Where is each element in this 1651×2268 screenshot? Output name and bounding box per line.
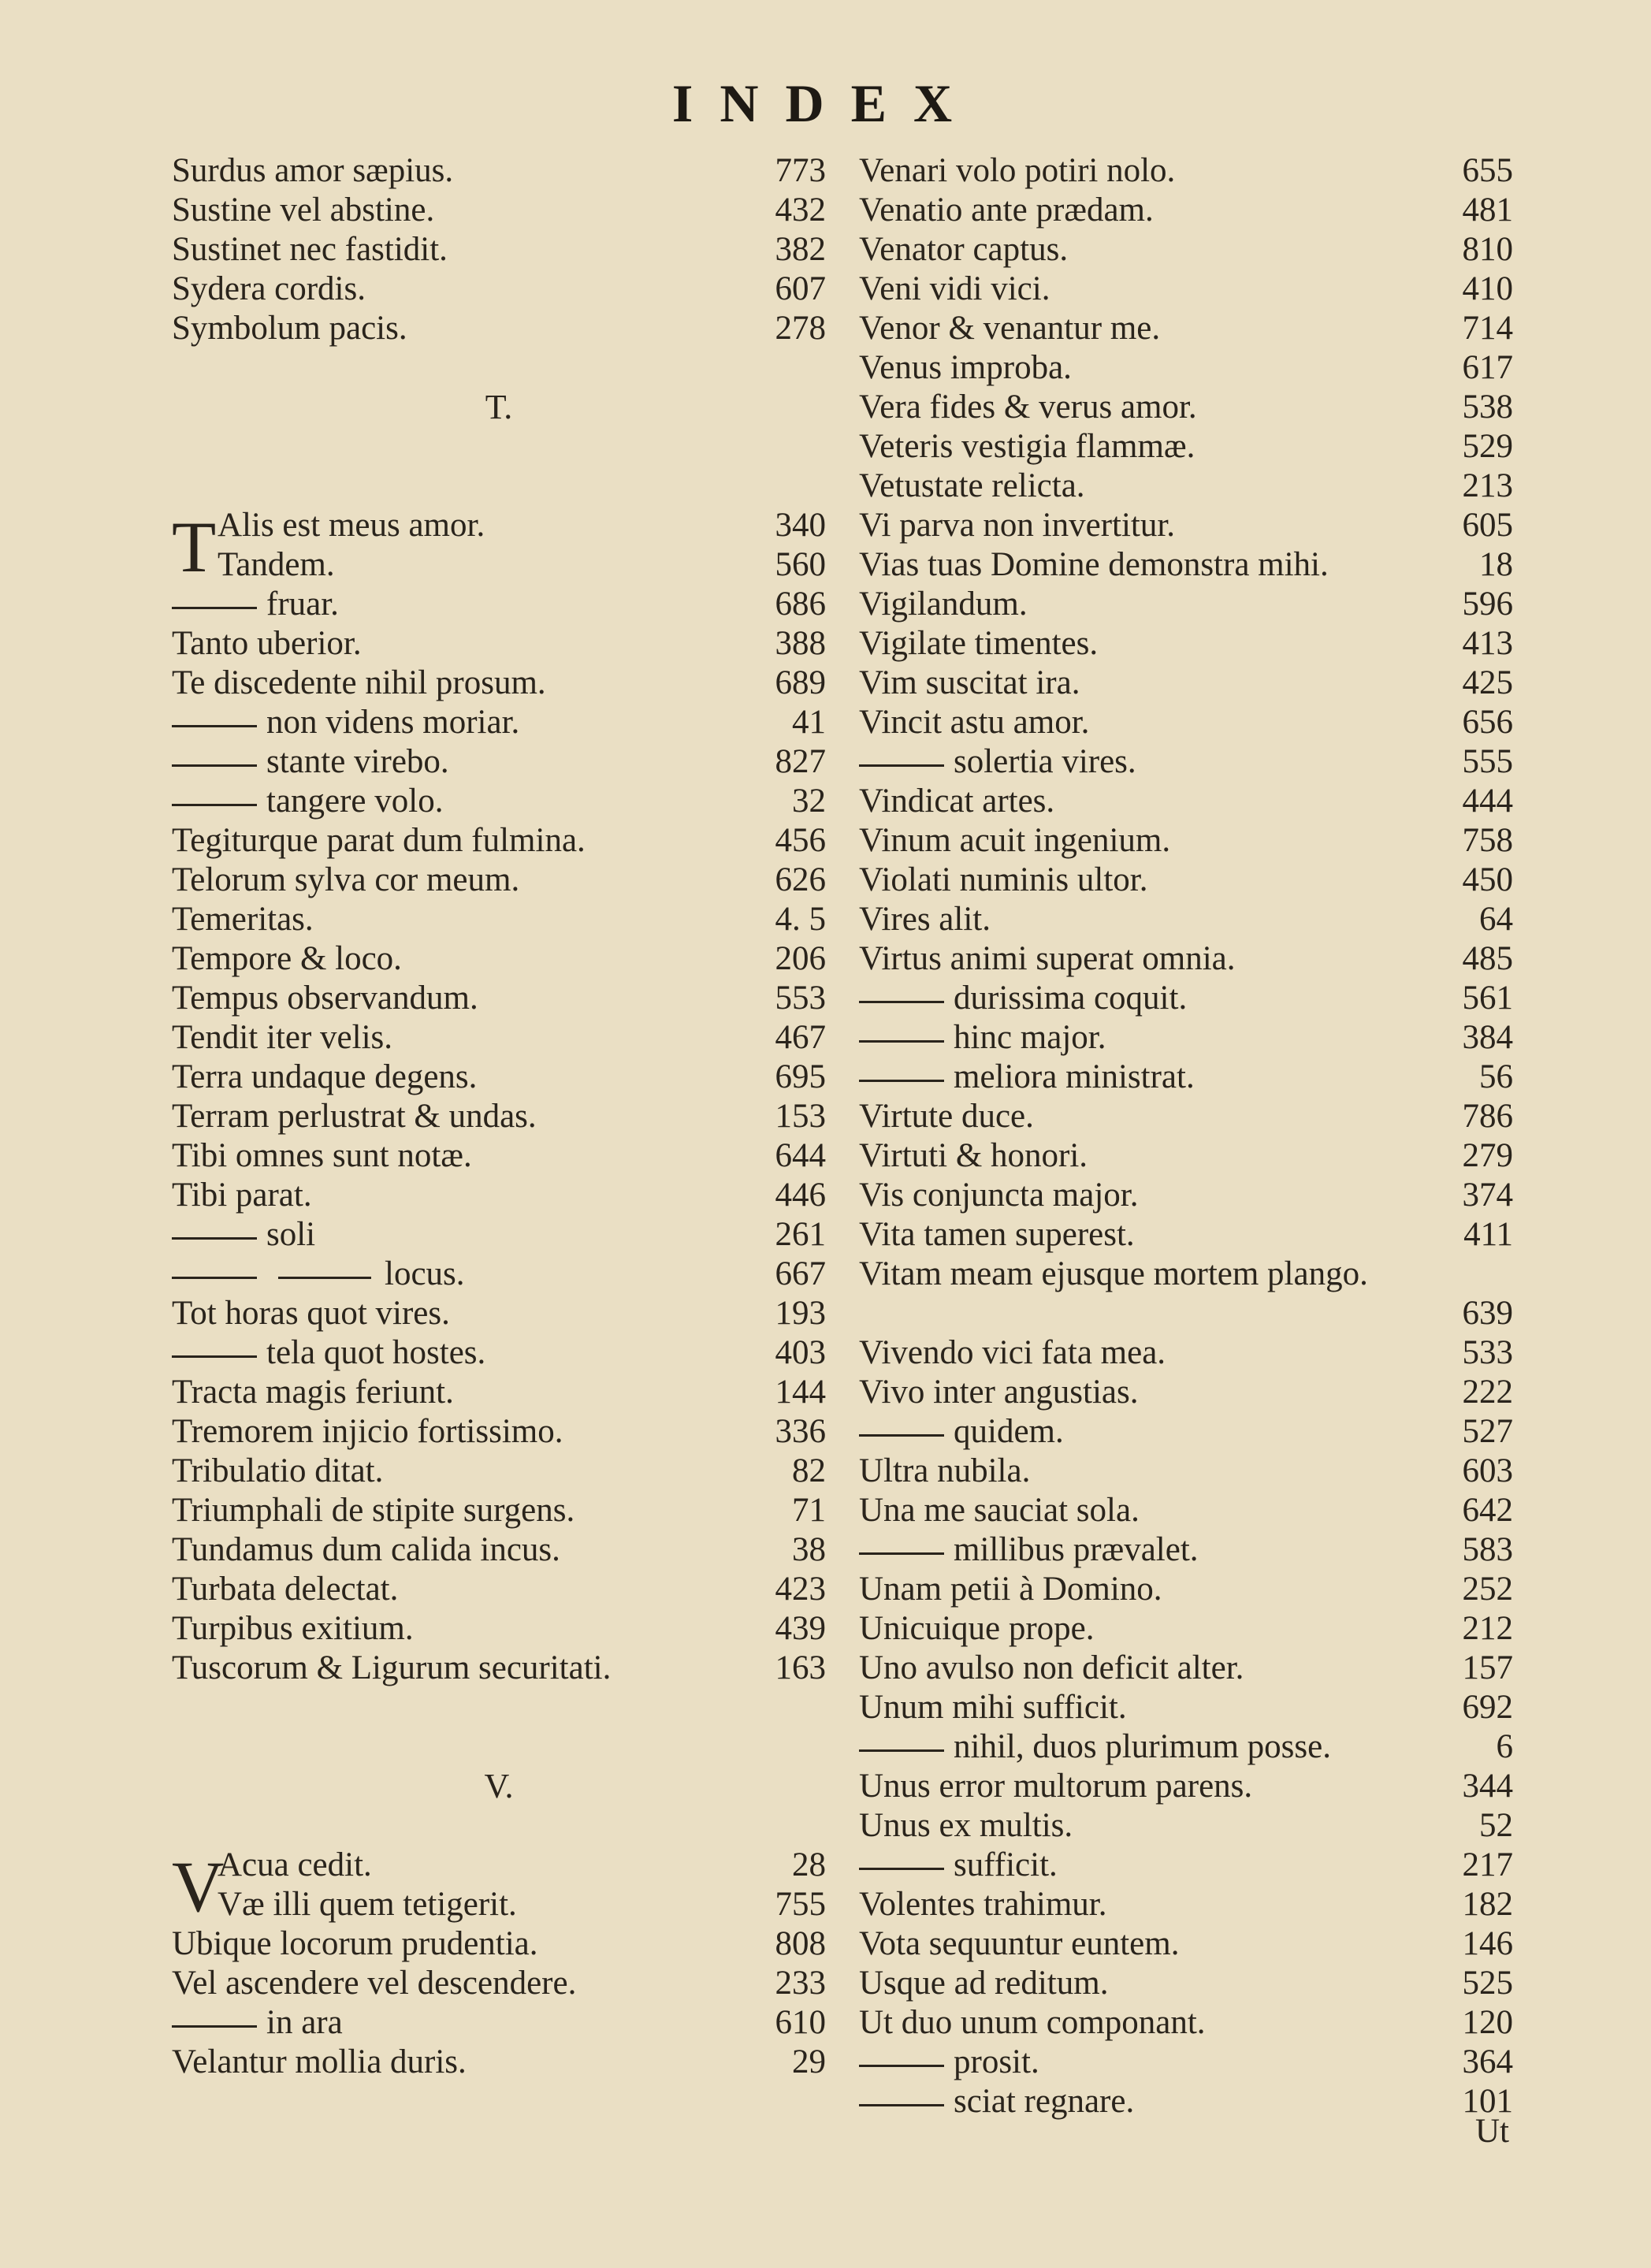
index-entry [859,742,1513,782]
index-entry [172,545,826,585]
entry-page-number: 213 [1462,467,1513,504]
index-entry [859,861,1513,900]
index-entry [859,821,1513,861]
entry-text: Vinum acuit ingenium. [859,822,1171,859]
section-heading-v: V. [484,1767,514,1805]
entry-page-number: 120 [1462,2004,1513,2041]
entry-page-number: 340 [775,507,826,544]
entry-page-number: 64 [1479,901,1513,938]
entry-text: soli [266,1216,316,1253]
entry-page-number: 626 [775,861,826,898]
entry-page-number: 206 [775,940,826,977]
entry-text: Tempore & loco. [172,940,402,977]
entry-page-number: 423 [775,1571,826,1608]
entry-page-number: 222 [1462,1374,1513,1411]
entry-text: Turbata delectat. [172,1571,399,1608]
index-entry [859,1097,1513,1136]
entry-text: Tundamus dum calida incus. [172,1531,560,1568]
entry-text: Symbolum pacis. [172,310,407,347]
index-entry [859,1058,1513,1097]
entry-page-number: 583 [1462,1531,1513,1568]
entry-page-number: 605 [1462,507,1513,544]
entry-text: Tandem. [218,546,335,583]
entry-text: Tibi parat. [172,1177,312,1214]
entry-text: Sustine vel abstine. [172,191,435,229]
right-column [859,151,1513,2121]
index-entry [859,979,1513,1018]
entry-text: solertia vires. [954,743,1136,780]
entry-page-number: 411 [1463,1216,1513,1253]
index-entry [172,821,826,861]
entry-page-number: 233 [775,1965,826,2002]
index-entry [859,1570,1513,1609]
entry-page-number: 4. 5 [775,901,826,938]
entry-page-number: 655 [1462,152,1513,189]
entry-text: Vivendo vici fata mea. [859,1334,1166,1371]
index-entry [172,1570,826,1609]
entry-text: Tegiturque parat dum fulmina. [172,822,586,859]
entry-text: Vim suscitat ira. [859,664,1080,701]
entry-page-number: 786 [1462,1098,1513,1135]
entry-page-number: 758 [1462,822,1513,859]
entry-text: Vis conjuncta major. [859,1177,1139,1214]
entry-page-number: 388 [775,625,826,662]
entry-text: Venator captus. [859,231,1069,268]
entry-text: Unum mihi sufficit. [859,1689,1127,1726]
index-entry [859,545,1513,585]
index-entry [172,1255,826,1294]
entry-text: Terram perlustrat & undas. [172,1098,537,1135]
index-entry [859,585,1513,624]
entry-page-number: 485 [1462,940,1513,977]
index-entry [172,703,826,742]
entry-page-number: 153 [775,1098,826,1135]
index-entry [859,1176,1513,1215]
index-entry [172,191,826,230]
entry-page-number: 561 [1462,980,1513,1017]
entry-text: Uno avulso non deficit alter. [859,1649,1244,1686]
entry-page-number: 827 [775,743,826,780]
entry-page-number: 252 [1462,1571,1513,1608]
section-heading-t: T. [485,388,513,426]
entry-page-number: 212 [1462,1610,1513,1647]
entry-page-number: 82 [792,1452,826,1489]
entry-text: Vias tuas Domine demonstra mihi. [859,546,1329,583]
index-entry [859,624,1513,664]
entry-page-number: 656 [1462,704,1513,741]
entry-text: Virtus animi superat omnia. [859,940,1236,977]
index-entry [172,1136,826,1176]
entry-page-number: 533 [1462,1334,1513,1371]
entry-page-number: 18 [1479,546,1513,583]
entry-text: Turpibus exitium. [172,1610,414,1647]
entry-text: Vigilandum. [859,586,1028,623]
entry-text: Tanto uberior. [172,625,362,662]
entry-text: Virtute duce. [859,1098,1034,1135]
index-entry [859,1767,1513,1806]
index-entry [172,270,826,309]
index-entry [172,1491,826,1530]
index-entry [172,1058,826,1097]
entry-page-number: 101 [1462,2083,1513,2120]
index-entry [859,1018,1513,1058]
index-entry [172,1215,826,1255]
entry-text: Volentes trahimur. [859,1886,1107,1923]
entry-page-number: 667 [775,1255,826,1292]
entry-text: durissima coquit. [954,980,1188,1017]
entry-page-number: 808 [775,1925,826,1962]
index-entry [172,1649,826,1688]
index-entry [859,467,1513,506]
index-entry [859,270,1513,309]
entry-text: Vigilate timentes. [859,625,1099,662]
drop-cap: V [172,1846,225,1927]
entry-text: sufficit. [954,1846,1058,1883]
index-entry [859,664,1513,703]
entry-page-number: 755 [775,1886,826,1923]
entry-text: Temeritas. [172,901,314,938]
entry-page-number: 382 [775,231,826,268]
entry-text: Usque ad reditum. [859,1965,1109,2002]
entry-text: Tribulatio ditat. [172,1452,384,1489]
entry-text: non videns moriar. [266,704,520,741]
entry-text: sciat regnare. [954,2083,1135,2120]
entry-page-number: 525 [1462,1965,1513,2002]
index-entry [172,1176,826,1215]
entry-text: Venus improba. [859,349,1072,386]
entry-text: in ara [266,2004,343,2041]
entry-page-number: 439 [775,1610,826,1647]
entry-page-number: 28 [792,1846,826,1883]
entry-page-number: 144 [775,1374,826,1411]
entry-page-number: 692 [1462,1689,1513,1726]
entry-page-number: 32 [792,783,826,820]
entry-page-number: 810 [1462,231,1513,268]
index-entry [172,230,826,270]
index-entry [859,1333,1513,1373]
entry-page-number: 364 [1462,2043,1513,2080]
entry-page-number: 163 [775,1649,826,1686]
index-entry [172,1373,826,1412]
entry-page-number: 384 [1462,1019,1513,1056]
index-entry [859,1885,1513,1924]
index-entry [172,1333,826,1373]
index-entry [172,664,826,703]
entry-text: Vitam meam ejusque mortem plango. [859,1255,1368,1292]
index-entry [859,1727,1513,1767]
entry-text: Virtuti & honori. [859,1137,1088,1174]
index-entry [859,1924,1513,1964]
entry-page-number: 686 [775,586,826,623]
index-entry [859,1412,1513,1452]
entry-page-number: 639 [1462,1295,1513,1332]
index-entry [172,1412,826,1452]
index-entry [859,1452,1513,1491]
entry-page-number: 456 [775,822,826,859]
index-entry [172,1294,826,1333]
entry-text: Surdus amor sæpius. [172,152,454,189]
entry-page-number: 644 [775,1137,826,1174]
entry-text: Unicuique prope. [859,1610,1095,1647]
entry-text: Veteris vestigia flammæ. [859,428,1195,465]
index-entry [859,230,1513,270]
index-entry [172,585,826,624]
entry-page-number: 410 [1462,270,1513,307]
entry-text: Venor & venantur me. [859,310,1161,347]
index-entry [859,1688,1513,1727]
entry-page-number: 261 [775,1216,826,1253]
entry-text: meliora ministrat. [954,1058,1195,1095]
entry-text: Vetustate relicta. [859,467,1085,504]
entry-text: hinc major. [954,1019,1106,1056]
entry-text: tela quot hostes. [266,1334,486,1371]
entry-text: Velantur mollia duris. [172,2043,467,2080]
index-entry [172,782,826,821]
entry-text: Venatio ante prædam. [859,191,1154,229]
entry-text: Væ illi quem tetigerit. [218,1886,517,1923]
entry-page-number: 374 [1462,1177,1513,1214]
entry-page-number: 344 [1462,1768,1513,1805]
index-entry [172,742,826,782]
entry-text: Tempus observandum. [172,980,478,1017]
entry-text: Vera fides & verus amor. [859,389,1197,426]
index-entry [172,861,826,900]
entry-text: Una me sauciat sola. [859,1492,1140,1529]
page-title: INDEX [671,73,980,133]
index-entry [859,939,1513,979]
entry-text: Alis est meus amor. [218,507,485,544]
entry-text: Triumphali de stipite surgens. [172,1492,575,1529]
index-entry [859,1491,1513,1530]
entry-page-number: 607 [775,270,826,307]
index-entry [859,782,1513,821]
entry-text: Ut duo unum componant. [859,2004,1206,2041]
entry-text: Te discedente nihil prosum. [172,664,546,701]
entry-page-number: 413 [1462,625,1513,662]
entry-text: Vires alit. [859,901,991,938]
left-column [172,151,826,2082]
entry-text: Unus error multorum parens. [859,1768,1253,1805]
index-entry [172,1530,826,1570]
entry-text: Vivo inter angustias. [859,1374,1139,1411]
index-entry [859,1373,1513,1412]
entry-text: Vel ascendere vel descendere. [172,1965,577,2002]
index-entry [172,2043,826,2082]
entry-text: Unam petii à Domino. [859,1571,1162,1608]
index-entry [172,1609,826,1649]
entry-page-number: 336 [775,1413,826,1450]
index-entry [859,1255,1513,1294]
entry-text: nihil, duos plurimum posse. [954,1728,1331,1765]
drop-cap: T [172,507,217,587]
entry-page-number: 560 [775,546,826,583]
index-entry [172,1452,826,1491]
entry-page-number: 182 [1462,1886,1513,1923]
entry-page-number: 529 [1462,428,1513,465]
entry-page-number: 714 [1462,310,1513,347]
entry-page-number: 695 [775,1058,826,1095]
entry-page-number: 279 [1462,1137,1513,1174]
index-entry [859,703,1513,742]
index-entry [859,2043,1513,2082]
entry-text: Vi parva non invertitur. [859,507,1176,544]
entry-page-number: 596 [1462,586,1513,623]
entry-page-number: 773 [775,152,826,189]
index-entry [172,624,826,664]
entry-text: Tuscorum & Ligurum securitati. [172,1649,612,1686]
entry-page-number: 610 [775,2004,826,2041]
index-entry [172,939,826,979]
entry-page-number: 41 [792,704,826,741]
entry-page-number: 446 [775,1177,826,1214]
entry-page-number: 425 [1462,664,1513,701]
index-entry [172,979,826,1018]
entry-text: Veni vidi vici. [859,270,1050,307]
entry-text: Venari volo potiri nolo. [859,152,1176,189]
entry-text: Ubique locorum prudentia. [172,1925,538,1962]
entry-page-number: 56 [1479,1058,1513,1095]
index-entry [859,2082,1513,2121]
entry-page-number: 642 [1462,1492,1513,1529]
index-entry [859,1846,1513,1885]
entry-text: Telorum sylva cor meum. [172,861,520,898]
index-entry-continued [859,1294,1513,1333]
entry-page-number: 146 [1462,1925,1513,1962]
entry-text: Tremorem injicio fortissimo. [172,1413,563,1450]
entry-text: Tibi omnes sunt notæ. [172,1137,472,1174]
entry-page-number: 527 [1462,1413,1513,1450]
index-entry [172,1924,826,1964]
entry-page-number: 444 [1462,783,1513,820]
index-entry [859,1215,1513,1255]
entry-page-number: 555 [1462,743,1513,780]
index-entry [859,1964,1513,2003]
index-entry [172,1097,826,1136]
entry-text: Terra undaque degens. [172,1058,478,1095]
entry-text: Violati numinis ultor. [859,861,1148,898]
entry-text: prosit. [954,2043,1039,2080]
index-entry [859,1609,1513,1649]
index-entry [859,388,1513,427]
entry-text: quidem. [954,1413,1064,1450]
entry-page-number: 71 [792,1492,826,1529]
index-entry [859,506,1513,545]
index-entry [859,1530,1513,1570]
entry-page-number: 38 [792,1531,826,1568]
entry-text: Tot horas quot vires. [172,1295,450,1332]
entry-text: Vindicat artes. [859,783,1055,820]
entry-text: Sustinet nec fastidit. [172,231,448,268]
entry-page-number: 553 [775,980,826,1017]
index-entry [859,348,1513,388]
entry-text: Vita tamen superest. [859,1216,1135,1253]
index-entry [859,309,1513,348]
entry-page-number: 52 [1479,1807,1513,1844]
entry-page-number: 157 [1462,1649,1513,1686]
index-entry [172,151,826,191]
entry-page-number: 29 [792,2043,826,2080]
index-entry [859,900,1513,939]
entry-page-number: 6 [1496,1728,1513,1765]
index-entry [859,151,1513,191]
index-entry [172,1018,826,1058]
entry-page-number: 450 [1462,861,1513,898]
entry-page-number: 603 [1462,1452,1513,1489]
entry-page-number: 432 [775,191,826,229]
entry-page-number: 481 [1462,191,1513,229]
entry-text: Vota sequuntur euntem. [859,1925,1180,1962]
index-entry [859,1806,1513,1846]
index-entry [172,309,826,348]
entry-text: stante virebo. [266,743,449,780]
index-entry [172,900,826,939]
entry-page-number: 403 [775,1334,826,1371]
entry-page-number: 278 [775,310,826,347]
entry-text: tangere volo. [266,783,444,820]
entry-text: millibus prævalet. [954,1531,1199,1568]
index-entry [859,427,1513,467]
entry-text: fruar. [266,586,339,623]
index-entry [859,1649,1513,1688]
catchword: Ut [1475,2113,1509,2150]
entry-text: Tracta magis feriunt. [172,1374,454,1411]
entry-page-number: 617 [1462,349,1513,386]
entry-page-number: 193 [775,1295,826,1332]
entry-text: Unus ex multis. [859,1807,1073,1844]
entry-text: Ultra nubila. [859,1452,1031,1489]
index-entry [172,1964,826,2003]
entry-page-number: 689 [775,664,826,701]
entry-text: Sydera cordis. [172,270,366,307]
index-entry [172,2003,826,2043]
entry-page-number: 538 [1462,389,1513,426]
entry-text: Tendit iter velis. [172,1019,393,1056]
entry-text: Acua cedit. [218,1846,372,1883]
index-entry [859,1136,1513,1176]
index-entry [859,2003,1513,2043]
entry-text: locus. [385,1255,465,1292]
entry-page-number: 217 [1462,1846,1513,1883]
index-entry [172,1885,826,1924]
entry-page-number: 467 [775,1019,826,1056]
entry-text: Vincit astu amor. [859,704,1090,741]
index-entry [859,191,1513,230]
